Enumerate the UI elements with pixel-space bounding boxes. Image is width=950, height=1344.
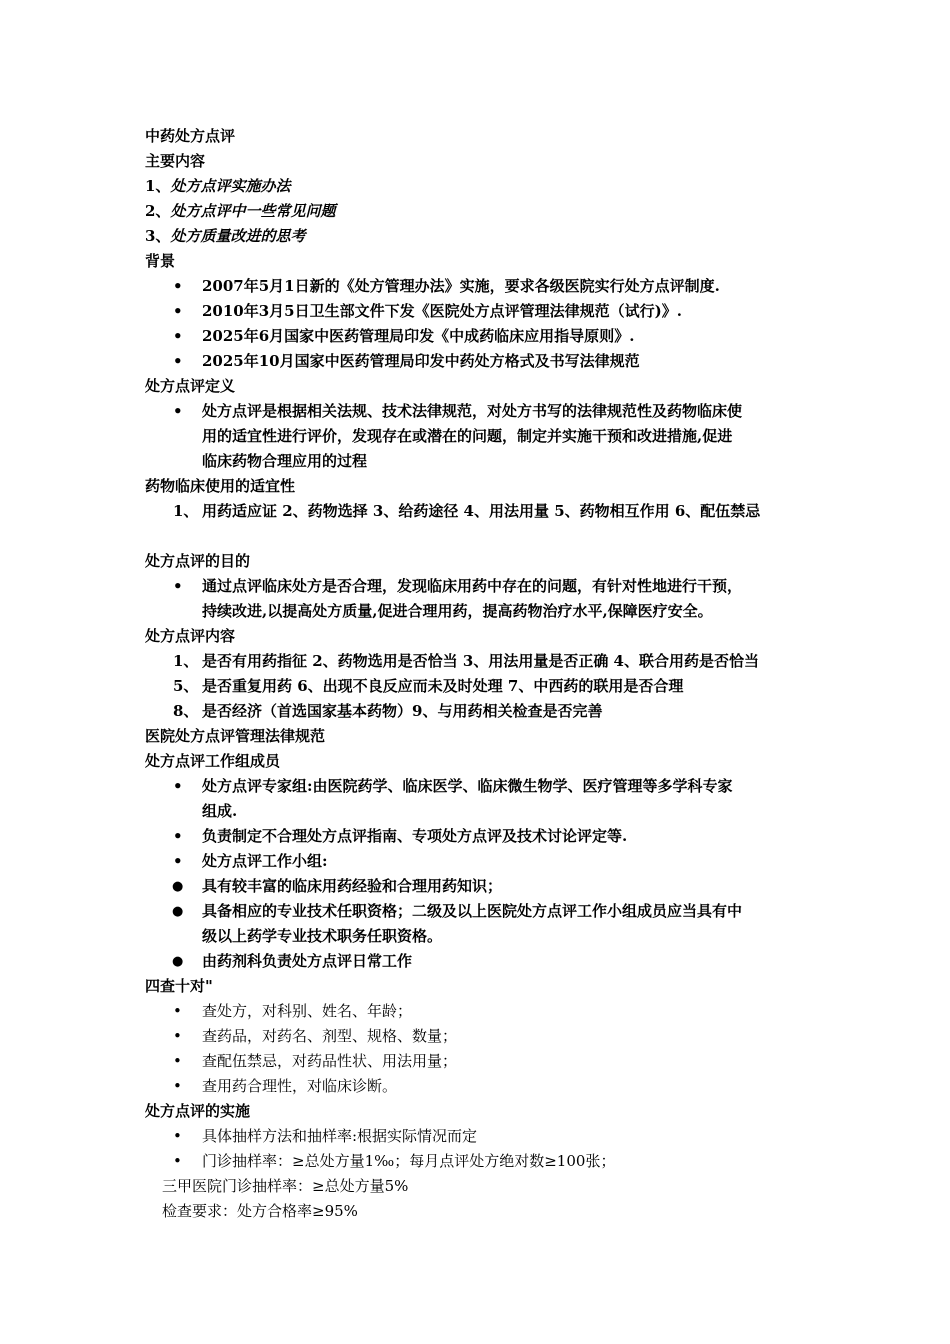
bullet-icon: • bbox=[173, 777, 183, 795]
members-bullet: • 负责制定不合理处方点评指南、专项处方点评及技术讨论评定等. bbox=[145, 824, 825, 849]
members-bullet: • 处方点评工作小组: bbox=[145, 849, 825, 874]
purpose-bullet: • 通过点评临床处方是否合理，发现临床用药中存在的问题，有针对性地进行干预， 持续改进,以提高处方质量,促进合理用药，提高药物治疗水平,保障医疗安全。 bbox=[145, 574, 825, 624]
contents-heading: 主要内容 bbox=[145, 152, 206, 170]
four-checks-heading: 四查十对" bbox=[145, 977, 213, 995]
members-requirement: ● 具备相应的专业技术任职资格；二级及以上医院处方点评工作小组成员应当具有中 级以上药学专业技术职务任职资格。 bbox=[145, 899, 825, 949]
implementation-note: 检查要求：处方合格率≥95% bbox=[162, 1202, 358, 1220]
bullet-icon: • bbox=[173, 1152, 182, 1170]
contents-item: 2、处方点评中一些常见问题 bbox=[145, 202, 336, 220]
implementation-bullet: • 具体抽样方法和抽样率:根据实际情况而定 bbox=[145, 1124, 825, 1149]
background-bullet: • 2025年6月国家中医药管理局印发《中成药临床应用指导原则》. bbox=[145, 324, 825, 349]
bullet-icon: • bbox=[173, 352, 183, 370]
regulation-heading: 医院处方点评管理法律规范 bbox=[145, 727, 326, 745]
bullet-icon: • bbox=[173, 1052, 182, 1070]
round-bullet-icon: ● bbox=[172, 954, 184, 969]
members-bullet: • 处方点评专家组:由医院药学、临床医学、临床微生物学、医疗管理等多学科专家 组成. bbox=[145, 774, 825, 824]
implementation-bullet: • 门诊抽样率：≥总处方量1‰；每月点评处方绝对数≥100张； bbox=[145, 1149, 825, 1174]
implementation-note: 三甲医院门诊抽样率：≥总处方量5% bbox=[162, 1177, 409, 1195]
definition-heading: 处方点评定义 bbox=[145, 377, 236, 395]
bullet-icon: • bbox=[173, 402, 183, 420]
review-content-heading: 处方点评内容 bbox=[145, 627, 236, 645]
contents-item: 3、处方质量改进的思考 bbox=[145, 227, 306, 245]
suitability-item: 1、 用药适应证 2、药物选择 3、给药途径 4、用法用量 5、药物相互作用 6、配伍禁忌 bbox=[173, 502, 761, 520]
background-heading: 背景 bbox=[145, 252, 176, 270]
bullet-icon: • bbox=[173, 577, 183, 595]
spacer bbox=[145, 524, 825, 549]
bullet-icon: • bbox=[173, 302, 183, 320]
bullet-icon: • bbox=[173, 327, 183, 345]
bullet-icon: • bbox=[173, 1027, 182, 1045]
suitability-heading: 药物临床使用的适宜性 bbox=[145, 477, 296, 495]
bullet-icon: • bbox=[173, 1127, 182, 1145]
members-requirement: ● 具有较丰富的临床用药经验和合理用药知识； bbox=[145, 874, 825, 899]
bullet-icon: • bbox=[173, 1002, 182, 1020]
background-bullet: • 2025年10月国家中医药管理局印发中药处方格式及书写法律规范 bbox=[145, 349, 825, 374]
bullet-icon: • bbox=[173, 827, 183, 845]
definition-bullet: • 处方点评是根据相关法规、技术法律规范，对处方书写的法律规范性及药物临床使 用的适宜性进行评价，发现存在或潜在的问题，制定并实施干预和改进措施,促进 临床药物合理应用的过程 bbox=[145, 399, 825, 474]
four-checks-bullet: • 查用药合理性，对临床诊断。 bbox=[145, 1074, 825, 1099]
four-checks-bullet: • 查药品，对药名、剂型、规格、数量； bbox=[145, 1024, 825, 1049]
bullet-icon: • bbox=[173, 852, 183, 870]
review-content-item: 1、 是否有用药指征 2、药物选用是否恰当 3、用法用量是否正确 4、联合用药是否恰当 bbox=[173, 652, 759, 670]
review-content-item: 5、 是否重复用药 6、出现不良反应而未及时处理 7、中西药的联用是否合理 bbox=[173, 677, 684, 695]
contents-item: 1、处方点评实施办法 bbox=[145, 177, 291, 195]
members-heading: 处方点评工作组成员 bbox=[145, 752, 281, 770]
document-body bbox=[145, 124, 825, 1224]
review-content-item: 8、 是否经济（首选国家基本药物）9、与用药相关检查是否完善 bbox=[173, 702, 603, 720]
purpose-heading: 处方点评的目的 bbox=[145, 552, 251, 570]
four-checks-bullet: • 查配伍禁忌，对药品性状、用法用量； bbox=[145, 1049, 825, 1074]
background-bullet: • 2007年5月1日新的《处方管理办法》实施，要求各级医院实行处方点评制度. bbox=[145, 274, 825, 299]
members-requirement: ● 由药剂科负责处方点评日常工作 bbox=[145, 949, 825, 974]
implementation-heading: 处方点评的实施 bbox=[145, 1102, 251, 1120]
bullet-icon: • bbox=[173, 277, 183, 295]
bullet-icon: • bbox=[173, 1077, 182, 1095]
background-bullet: • 2010年3月5日卫生部文件下发《医院处方点评管理法律规范（试行)》. bbox=[145, 299, 825, 324]
page-title: 中药处方点评 bbox=[145, 127, 236, 145]
round-bullet-icon: ● bbox=[172, 904, 184, 919]
round-bullet-icon: ● bbox=[172, 879, 184, 894]
four-checks-bullet: • 查处方，对科别、姓名、年龄； bbox=[145, 999, 825, 1024]
